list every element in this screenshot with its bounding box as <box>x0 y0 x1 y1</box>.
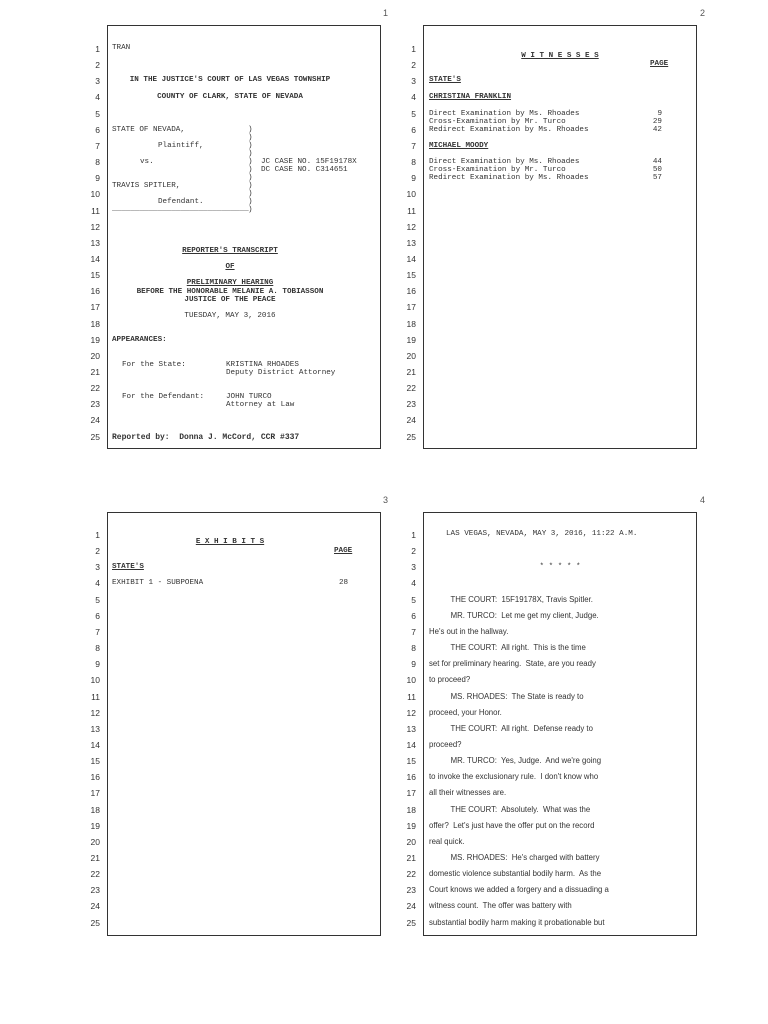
line-number: 2 <box>95 546 100 557</box>
exam-label: Redirect Examination by Ms. Rhoades <box>429 174 589 182</box>
before-judge: BEFORE THE HONORABLE MELANIE A. TOBIASSON <box>136 288 324 296</box>
line-number: 5 <box>95 594 100 605</box>
transcript-title-3-wrap <box>110 271 350 289</box>
page-number: 1 <box>383 8 389 18</box>
caption-paren: ) <box>248 166 253 174</box>
transcript-title-1: REPORTER'S TRANSCRIPT <box>182 247 278 255</box>
line-number: 3 <box>95 76 100 87</box>
line-number: 4 <box>95 92 100 103</box>
transcript-line: witness count. The offer was battery with <box>429 901 572 911</box>
page-number: 2 <box>700 8 706 18</box>
line-number: 3 <box>95 562 100 573</box>
line-number: 18 <box>406 318 416 329</box>
line-number: 11 <box>91 691 100 702</box>
line-number: 6 <box>95 610 100 621</box>
caption-paren: ) <box>248 142 253 150</box>
line-number: 24 <box>90 415 100 426</box>
line-number: 3 <box>411 562 416 573</box>
defendant-role: Defendant. <box>158 198 204 206</box>
transcript-line: substantial bodily harm making it probationable but <box>429 917 605 927</box>
exam-page: 50 <box>652 166 662 174</box>
line-number: 16 <box>406 286 416 297</box>
line-number: 16 <box>406 772 416 783</box>
line-number: 23 <box>406 399 416 410</box>
transcript-title-3: PRELIMINARY HEARING <box>186 279 274 287</box>
transcript-line: proceed? <box>429 739 462 749</box>
exam-label: Direct Examination by Ms. Rhoades <box>429 110 580 118</box>
line-number: 25 <box>406 431 416 442</box>
line-number: 5 <box>411 594 416 605</box>
line-number: 25 <box>90 431 100 442</box>
line-number: 17 <box>406 302 416 313</box>
transcript-page-2 <box>423 25 697 449</box>
line-number: 1 <box>95 530 100 540</box>
transcript-line: domestic violence substantial bodily harm. As the <box>429 869 602 879</box>
transcript-line: THE COURT: All right. Defense ready to <box>429 723 593 733</box>
line-number: 12 <box>90 221 100 232</box>
line-number: 25 <box>90 917 100 928</box>
line-number: 7 <box>411 626 416 637</box>
line-number: 21 <box>90 853 100 863</box>
line-number: 17 <box>90 302 100 313</box>
transcript-page-3 <box>107 512 381 936</box>
states-heading: STATE'S <box>112 563 144 571</box>
caption-paren: ) <box>248 174 253 182</box>
line-number: 1 <box>411 44 416 54</box>
line-number: 21 <box>406 367 416 377</box>
line-number: 13 <box>90 723 100 734</box>
line-number: 4 <box>95 578 100 589</box>
line-number: 10 <box>406 675 416 686</box>
court-heading-2: COUNTY OF CLARK, STATE OF NEVADA <box>157 93 303 101</box>
states-heading: STATE'S <box>429 76 461 84</box>
caption-rule: ______________________________ <box>112 205 249 213</box>
line-number: 9 <box>95 659 100 670</box>
caption-paren: ) <box>248 190 253 198</box>
transcript-line: MR. TURCO: Yes, Judge. And we're going <box>429 756 602 766</box>
line-number: 10 <box>90 675 100 686</box>
line-number: 22 <box>406 383 416 394</box>
line-number: 12 <box>406 707 416 718</box>
line-number: 14 <box>406 739 416 750</box>
line-number: 7 <box>95 140 100 151</box>
line-number: 9 <box>95 173 100 184</box>
line-number: 13 <box>406 237 416 248</box>
for-state-label: For the State: <box>122 361 186 369</box>
line-number: 23 <box>90 399 100 410</box>
line-number: 18 <box>90 804 100 815</box>
page-number: 3 <box>383 495 389 505</box>
for-defendant-title: Attorney at Law <box>226 401 295 409</box>
session-header: LAS VEGAS, NEVADA, MAY 3, 2016, 11:22 A.M. <box>446 530 638 538</box>
caption-paren: ) <box>248 158 253 166</box>
caption-paren: ) <box>248 182 253 190</box>
transcript-line: set for preliminary hearing. State, are you ready <box>429 659 596 669</box>
line-number: 6 <box>411 610 416 621</box>
transcript-line: real quick. <box>429 836 465 846</box>
line-number: 10 <box>90 189 100 200</box>
line-number: 6 <box>411 124 416 135</box>
line-number: 10 <box>406 189 416 200</box>
transcript-line: THE COURT: Absolutely. What was the <box>429 804 591 814</box>
witness-name: MICHAEL MOODY <box>429 142 489 150</box>
exam-page: 29 <box>652 118 662 126</box>
witnesses-title: W I T N E S S E S <box>521 52 599 60</box>
transcript-title-2: OF <box>225 263 235 271</box>
witness-name: CHRISTINA FRANKLIN <box>429 93 512 101</box>
line-number: 13 <box>90 237 100 248</box>
for-state-title: Deputy District Attorney <box>226 369 336 377</box>
for-defendant-label: For the Defendant: <box>122 393 205 401</box>
line-number: 3 <box>411 76 416 87</box>
exam-label: Cross-Examination by Mr. Turco <box>429 166 566 174</box>
exam-page: 44 <box>652 158 662 166</box>
line-number: 16 <box>90 772 100 783</box>
line-number: 19 <box>90 820 100 831</box>
exhibits-title: E X H I B I T S <box>195 538 265 546</box>
versus: vs. <box>140 158 154 166</box>
exam-page: 42 <box>652 126 662 134</box>
line-number: 11 <box>407 691 416 702</box>
line-number: 8 <box>95 157 100 168</box>
separator-stars: * * * * * <box>539 563 581 571</box>
hearing-date: TUESDAY, MAY 3, 2016 <box>184 312 276 320</box>
line-number: 7 <box>95 626 100 637</box>
line-number: 8 <box>95 643 100 654</box>
line-number: 6 <box>95 124 100 135</box>
line-number: 15 <box>406 756 416 767</box>
line-number: 24 <box>406 415 416 426</box>
line-number: 13 <box>406 723 416 734</box>
caption-paren: ) <box>248 126 253 134</box>
line-number: 15 <box>90 270 100 281</box>
transcript-line: to proceed? <box>429 675 471 685</box>
transcript-line: MS. RHOADES: The State is ready to <box>429 691 584 701</box>
line-number: 14 <box>406 253 416 264</box>
line-number: 22 <box>90 383 100 394</box>
line-number: 15 <box>90 756 100 767</box>
exam-page: 9 <box>657 110 662 118</box>
line-number: 25 <box>406 917 416 928</box>
line-number: 18 <box>406 804 416 815</box>
for-state-name: KRISTINA RHOADES <box>226 361 299 369</box>
line-number: 1 <box>95 44 100 54</box>
jc-case-number: JC CASE NO. 15F19178X <box>261 158 357 166</box>
caption-paren: ) <box>248 134 253 142</box>
tran-label: TRAN <box>112 44 131 52</box>
line-number: 11 <box>91 205 100 216</box>
transcript-line: THE COURT: 15F19178X, Travis Spitler. <box>429 594 593 604</box>
line-number: 16 <box>90 286 100 297</box>
dc-case-number: DC CASE NO. C314651 <box>261 166 348 174</box>
line-number: 18 <box>90 318 100 329</box>
exam-page: 57 <box>652 174 662 182</box>
line-number: 20 <box>406 836 416 847</box>
transcript-page-1 <box>107 25 381 449</box>
transcript-line: MS. RHOADES: He's charged with battery <box>429 853 600 862</box>
caption-paren: ) <box>248 206 253 214</box>
line-number: 5 <box>95 108 100 119</box>
exhibit-page: 28 <box>339 579 349 587</box>
transcript-line: to invoke the exclusionary rule. I don't know who <box>429 772 599 782</box>
page-column-label: PAGE <box>334 547 353 555</box>
plaintiff-role: Plaintiff, <box>158 142 204 150</box>
caption-paren: ) <box>248 150 253 158</box>
transcript-line: MR. TURCO: Let me get my client, Judge. <box>429 610 599 620</box>
line-number: 21 <box>406 853 416 863</box>
court-heading-1: IN THE JUSTICE'S COURT OF LAS VEGAS TOWNSHIP <box>129 76 331 84</box>
line-number: 1 <box>411 530 416 540</box>
exhibits-title-wrap <box>110 530 350 548</box>
line-number: 4 <box>411 578 416 589</box>
exam-label: Cross-Examination by Mr. Turco <box>429 118 566 126</box>
exam-label: Redirect Examination by Ms. Rhoades <box>429 126 589 134</box>
line-number: 15 <box>406 270 416 281</box>
line-number: 14 <box>90 253 100 264</box>
line-number: 23 <box>406 885 416 896</box>
line-number: 22 <box>90 869 100 880</box>
line-number: 21 <box>90 367 100 377</box>
transcript-line: offer? Let's just have the offer put on the record <box>429 820 595 830</box>
line-number: 17 <box>90 788 100 799</box>
line-number: 19 <box>406 820 416 831</box>
line-number: 9 <box>411 659 416 670</box>
line-number: 4 <box>411 92 416 103</box>
line-number: 11 <box>407 205 416 216</box>
page-number: 4 <box>700 495 706 505</box>
line-number: 23 <box>90 885 100 896</box>
line-number: 20 <box>90 350 100 361</box>
transcript-line: THE COURT: All right. This is the time <box>429 643 586 653</box>
transcript-line: Court knows we added a forgery and a dissuading a <box>429 885 609 895</box>
line-number: 8 <box>411 643 416 654</box>
line-number: 12 <box>90 707 100 718</box>
line-number: 5 <box>411 108 416 119</box>
line-number: 9 <box>411 173 416 184</box>
line-number: 2 <box>411 546 416 557</box>
reported-by: Reported by: Donna J. McCord, CCR #337 <box>112 433 300 442</box>
line-number: 8 <box>411 157 416 168</box>
transcript-line: all their witnesses are. <box>429 788 507 798</box>
line-number: 24 <box>90 901 100 912</box>
defendant-name: TRAVIS SPITLER, <box>112 182 181 190</box>
exhibit-entry: EXHIBIT 1 - SUBPOENA <box>112 579 204 587</box>
line-number: 22 <box>406 869 416 880</box>
line-number: 17 <box>406 788 416 799</box>
transcript-line: He's out in the hallway. <box>429 626 509 636</box>
line-number: 24 <box>406 901 416 912</box>
line-number: 19 <box>406 334 416 345</box>
line-number: 2 <box>95 60 100 71</box>
transcript-line: proceed, your Honor. <box>429 707 502 717</box>
line-number: 7 <box>411 140 416 151</box>
appearances-heading: APPEARANCES: <box>112 336 167 344</box>
for-defendant-name: JOHN TURCO <box>226 393 272 401</box>
line-number: 19 <box>90 334 100 345</box>
page-column-label: PAGE <box>650 60 669 68</box>
caption-paren: ) <box>248 198 253 206</box>
justice-title: JUSTICE OF THE PEACE <box>184 296 276 304</box>
line-number: 12 <box>406 221 416 232</box>
line-number: 20 <box>406 350 416 361</box>
exam-label: Direct Examination by Ms. Rhoades <box>429 158 580 166</box>
line-number: 2 <box>411 60 416 71</box>
plaintiff-name: STATE OF NEVADA, <box>112 126 185 134</box>
line-number: 20 <box>90 836 100 847</box>
line-number: 14 <box>90 739 100 750</box>
